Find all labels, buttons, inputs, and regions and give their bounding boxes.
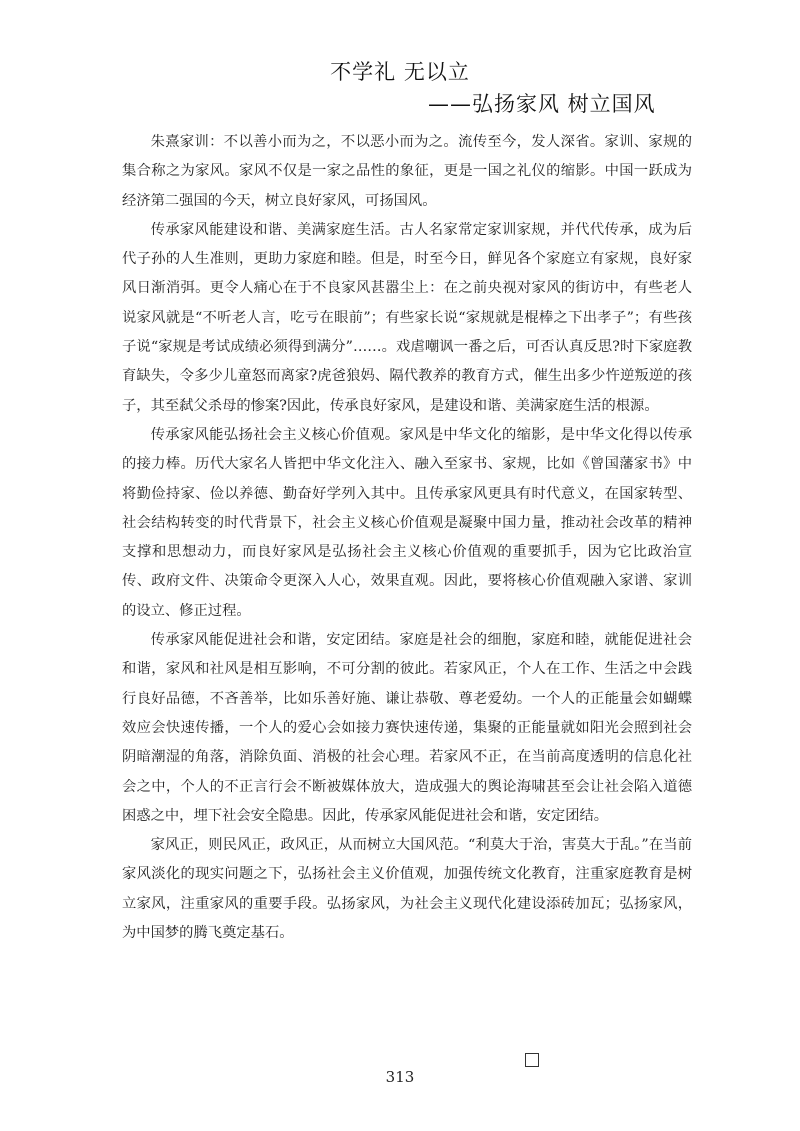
document-body: [122, 128, 692, 948]
document-title: 不学礼 无以立: [330, 60, 470, 84]
paragraph-conclusion: 家风正，则民风正，政风正，从而树立大国风范。“利莫大于治，害莫大于乱。”在当前家风淡化的现实问题之下，弘扬社会主义价值观，加强传统文化教育，注重家庭教育是树立家风，注重家风的重要手段。弘扬家风，为社会主义现代化建设添砖加瓦；弘扬家风，为中国梦的腾飞奠定基石。: [122, 837, 692, 942]
paragraph-intro: 朱熹家训：不以善小而为之，不以恶小而为之。流传至今，发人深省。家训、家规的集合称之为家风。家风不仅是一家之品性的象征，更是一国之礼仪的缩影。中国一跃成为经济第二强国的今天，树立良好家风，可扬国风。: [122, 134, 692, 209]
document-subtitle: ——弘扬家风 树立国风: [428, 92, 656, 116]
paragraph-core-values: 传承家风能弘扬社会主义核心价值观。家风是中华文化的缩影，是中华文化得以传承的接力棒。历代大家名人皆把中华文化注入、融入至家书、家规，比如《曾国藩家书》中将勤俭持家、俭以养德、勤奋好学列入其中。且传承家风更具有时代意义，在国家转型、社会结构转变的时代背景下，社会主义核心价值观是凝聚中国力量，推动社会改革的精神支撑和思想动力，而良好家风是弘扬社会主义核心价值观的重要抓手，因为它比政治宣传、政府文件、决策命令更深入人心，效果直观。因此，要将核心价值观融入家谱、家训的设立、修正过程。: [122, 426, 692, 619]
paragraph-family-life: 传承家风能建设和谐、美满家庭生活。古人名家常定家训家规，并代代传承，成为后代子孙的人生准则，更助力家庭和睦。但是，时至今日，鲜见各个家庭立有家规，良好家风日渐消弭。更令人痛心在于不良家风甚嚣尘上：在之前央视对家风的街访中，有些老人说家风就是“不听老人言，吃亏在眼前”；有些家长说“家规就是棍棒之下出孝子”；有些孩子说“家规是考试成绩必须得到满分”……。戏虐嘲讽一番之后，可否认真反思?时下家庭教育缺失，令多少儿童怒而离家?虎爸狼妈、隔代教养的教育方式，催生出多少忤逆叛逆的孩子，其至弑父杀母的惨案?因此，传承良好家风，是建设和谐、美满家庭生活的根源。: [122, 221, 692, 414]
page-number: 313: [385, 1068, 415, 1086]
paragraph-social-harmony: 传承家风能促进社会和谐，安定团结。家庭是社会的细胞，家庭和睦，就能促进社会和谐，家风和社风是相互影响，不可分割的彼此。若家风正，个人在工作、生活之中会践行良好品德，不吝善举，比如乐善好施、谦让恭敬、尊老爱幼。一个人的正能量会如蝴蝶效应会快速传播，一个人的爱心会如接力赛快速传递，集聚的正能量就如阳光会照到社会阴暗潮湿的角落，消除负面、消极的社会心理。若家风不正，在当前高度透明的信息化社会之中，个人的不正言行会不断被媒体放大，造成强大的舆论海啸甚至会让社会陷入道德困惑之中，埋下社会安全隐患。因此，传承家风能促进社会和谐，安定团结。: [122, 632, 692, 824]
checkbox-square[interactable]: [525, 1053, 539, 1067]
